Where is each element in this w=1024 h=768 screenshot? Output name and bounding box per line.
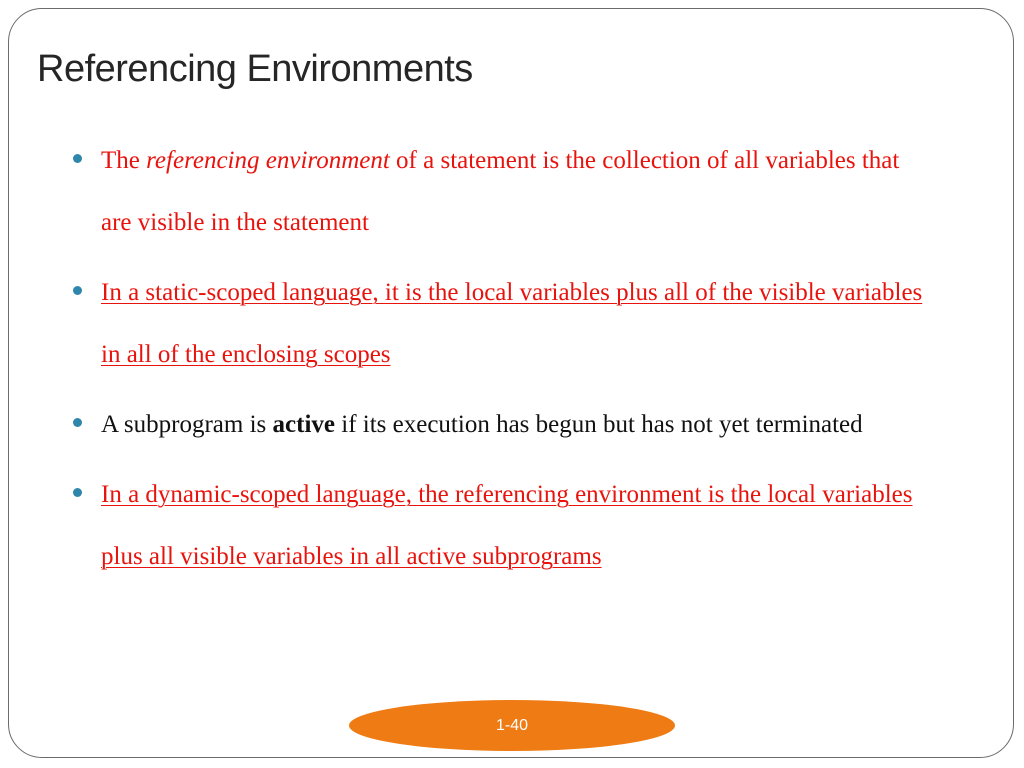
bullet-text: In a dynamic-scoped language, the referencing environment is the local variables plus all visible variables in all active subprograms xyxy=(101,481,913,570)
page-number-badge xyxy=(349,700,675,751)
bullet-text-start: A subprogram is xyxy=(101,411,273,438)
bullet-dynamic-scope xyxy=(72,464,932,588)
bullet-dot-icon xyxy=(73,488,82,497)
italic-term: referencing environment xyxy=(146,147,390,174)
bullet-active-subprogram xyxy=(72,394,932,456)
bullet-text-end: of a statement is the collection of all variables that are visible in the statement xyxy=(101,147,900,236)
bullet-referencing-environment xyxy=(72,130,932,254)
bullet-dot-icon xyxy=(73,286,82,295)
bullet-text-start: The xyxy=(101,147,147,174)
page-number: 1-40 xyxy=(495,716,529,734)
bold-term: active xyxy=(272,411,335,438)
bullet-dot-icon xyxy=(73,418,82,427)
bullet-list xyxy=(72,130,932,596)
slide-title: Referencing Environments xyxy=(37,48,473,90)
bullet-static-scope xyxy=(72,262,932,386)
bullet-dot-icon xyxy=(73,154,82,163)
bullet-text: In a static-scoped language, it is the local variables plus all of the visible variables in all of the enclosing scopes xyxy=(101,279,923,368)
bullet-text-end: if its execution has begun but has not yet terminated xyxy=(335,411,863,438)
